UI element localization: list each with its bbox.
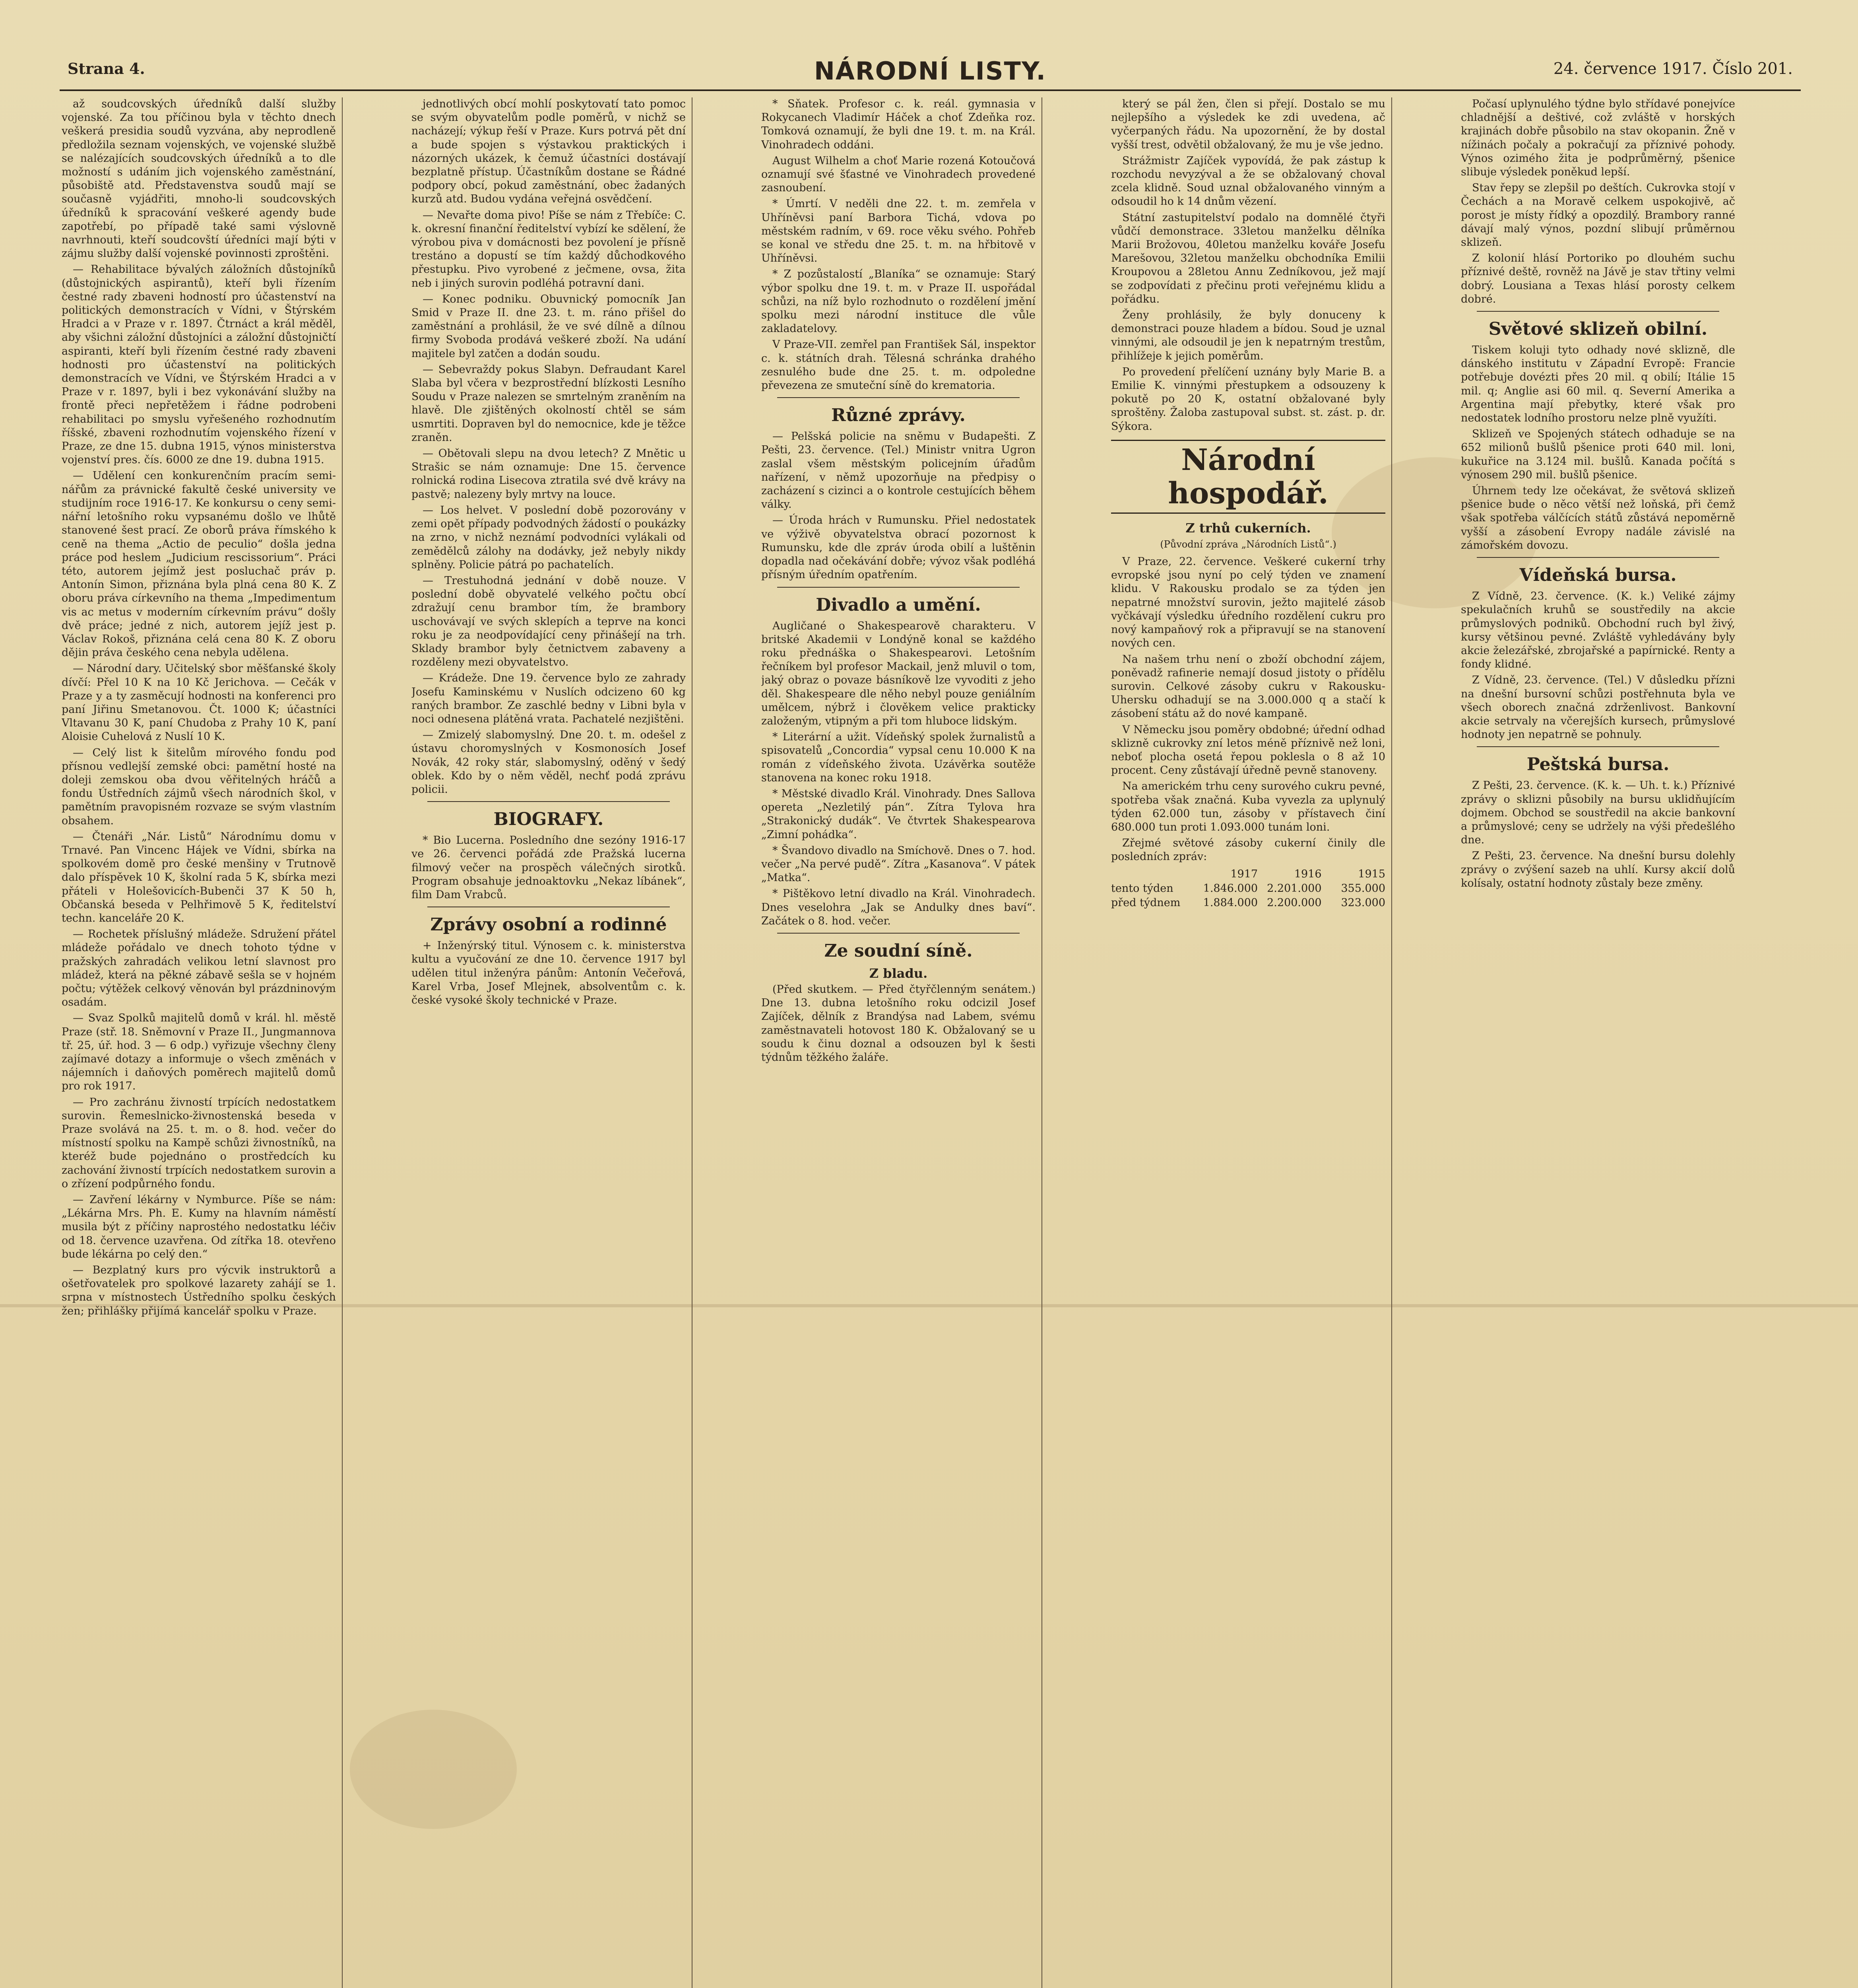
article-paragraph: — Pelšská policie na sněmu v Budapešti. Z Pešti, 23. července. (Tel.) Ministr vnitra Ugron zaslal všem městským policejním úřadům nařízení, v němž upozorňuje na předpisy o zacházení s cizinci a o kontrole cestujících během války. [761,430,1036,511]
article-paragraph: — Rochetek příslušný mládeže. Sdružení přátel mládeže pořádalo ve dnech tohoto týdne v pražských zahradách velikou letní slavnost pro mládež, která na pěkné zábavě sešla se v hojném počtu; výtěžek celkový věnován byl prázdninovým osadám. [62,928,336,1009]
text-column [761,97,1036,1988]
section-rule [777,587,1020,588]
section-heading: Zprávy osobní a rodinné [430,914,667,935]
text-column [62,97,336,1988]
article-paragraph: August Wilhelm a choť Marie rozená Kotoučová oznamují své šťastné ve Vinohradech provedené zasnoubení. [761,154,1036,194]
section-rule [777,397,1020,398]
article-paragraph: — Udělení cen konkurenčním pracím semi-nářům za právnické fakultě české university ve studijním roce 1916-17. Ke konkursu o ceny semi-nářní letošního roku vypsanému došlo ve lhůtě stanovené šest prací. Ze oborů práva římského k ceně na thema „Actio de peculio“ došla jedna práce pod heslem „Judicium rescissorium“. Práci této, autorem jejímž jest posluchač práv p. Antonín Simon, přiznána byla plná cena 80 K. Z oboru práva církevního na thema „Impedimentum vis ac metus v moderním církevním právu“ došly dvě práce; jedné z nich, autorem jejíž jest p. Václav Rokoš, přiznána celá cena 80 K. Z oboru dějin práva českého cena nebyla udělena. [62,470,336,659]
sugar-stats-table [1111,867,1385,910]
article-paragraph: — Konec podniku. Obuvnický pomocník Jan Smid v Praze II. dne 23. t. m. ráno přišel do zaměstnání a prohlásil, že ve své dílně a dílnou firmy Svoboda prodává veškeré zboží. Na udání majitele byl zatčen a dodán soudu. [411,293,686,360]
section-rule [1477,311,1719,312]
article-paragraph: Ženy prohlásily, že byly donuceny k demonstraci pouze hladem a bídou. Soud je uznal vinnými, ale odsoudil je jen k nepatrným trestům, přihlížeje k jejich poměrům. [1111,309,1385,362]
section-heading: Divadlo a umění. [816,594,981,615]
text-column [1461,97,1735,1988]
stats-row [1111,881,1385,896]
article-paragraph: — Los helvet. V poslední době pozorovány v zemi opět případy podvodných žádostí o poukázky na zrno, v nichž neznámí podvodníci vylákali od zemědělců zálohy na dodávky, jež nebyly nikdy splněny. Policie pátrá po pachatelích. [411,504,686,571]
article-paragraph: Augličané o Shakespearově charakteru. V britské Akademii v Londýně konal se každého roku přednáška o Shakespearovi. Letošním řečníkem byl profesor Mackail, jenž mluvil o tom, jaký obraz o povaze básníkově lze vyvoditi z jeho děl. Shakespeare dle něho nebyl pouze geniálním umělcem, nýbrž i člověkem velice prakticky založeným, vtipným a při tom hluboce lidským. [761,619,1036,727]
article-paragraph: — Nevařte doma pivo! Píše se nám z Třebíče: C. k. okresní finanční ředitelství vybízí ke sdělení, že výrobou piva v domácnosti bez povolení je přísně trestáno a dopustí se tím každý důchodkového přestupku. Pivo vyrobené z ječmene, ovsa, žita neb i jiných surovin podléhá potravní dani. [411,209,686,289]
article-paragraph: Z Vídně, 23. července. (K. k.) Veliké zájmy spekulačních kruhů se soustředily na akcie průmyslových podniků. Obchodní ruch byl živý, kursy většinou pevné. Zvláště vyhledávány byly akcie železářské, zbrojařské a papírnické. Renty a fondy klidné. [1461,590,1735,671]
article-paragraph: — Krádeže. Dne 19. července bylo ze zahrady Josefu Kaminskému v Nuslích odcizeno 60 kg raných brambor. Ze zaschlé bedny v Libni byla v noci odnesena plátěná vrata. Pachatelé nezjištěni. [411,672,686,725]
article-paragraph: * Literární a užit. Vídeňský spolek žurnalistů a spisovatelů „Concordia“ vypsal cenu 10.000 K na román z vídeňského života. Uzávěrka soutěže stanovena na konec roku 1918. [761,731,1036,784]
article-paragraph: — Čtenáři „Nár. Listů“ Národnímu domu v Trnavé. Pan Vincenc Hájek ve Vídni, sbírka na spolkovém domě pro české menšiny v Trutnově dalo příspěvek 10 K, školní rada 5 K, sbírka mezi přáteli v Holešovicích-Bubenči 37 K 50 h, Občanská beseda v Pelhřimově 5 K, ředitelství techn. kanceláře 20 K. [62,830,336,924]
article-paragraph: — Celý list k šitelům mírového fondu pod přísnou vedlejší zemské obci: pamětní hosté na doleji zemskou oba dvou věřitelných hráčů a fondu Ústředních zájmů všech národních škol, v pamětním pravopisném rozvaze se svým vlastním obsahem. [62,746,336,827]
section-rule [1477,746,1719,747]
header-rule [60,89,1801,91]
article-paragraph: * Sňatek. Profesor c. k. reál. gymnasia v Rokycanech Vladimír Háček a choť Zdeňka roz. Tomková oznamují, že byli dne 19. t. m. na Král. Vinohradech oddáni. [761,98,1036,151]
stats-cell: 2.200.000 [1267,896,1322,909]
column-rule [1391,97,1392,1988]
section-heading: Různé zprávy. [831,405,966,426]
article-paragraph: Z kolonií hlásí Portoriko po dlouhém suchu příznivé deště, rovněž na Jávě je stav třtiny velmi dobrý. Lousiana a Texas hlásí porosty celkem dobré. [1461,252,1735,305]
article-paragraph: Po provedení přelíčení uznány byly Marie B. a Emilie K. vinnými přestupkem a odsouzeny k pokutě po 20 K, ostatní obžalované byly sproštěny. Žaloba zastupoval subst. st. zást. p. dr. Sýkora. [1111,365,1385,433]
section-heading: Peštská bursa. [1526,754,1670,775]
source-note: (Původní zpráva „Národních Listů“.) [1160,538,1336,550]
article-paragraph: V Německu jsou poměry obdobné; úřední odhad sklizně cukrovky zní letos méně příznivě než loni, neboť plocha osetá řepou poklesla o 8 až 10 procent. Ceny zůstávají úředně pevně stanoveny. [1111,723,1385,777]
article-paragraph: — Obětovali slepu na dvou letech? Z Mnětic u Strašic se nám oznamuje: Dne 15. července rolnická rodina Lisecova ztratila své dvě krávy na pastvě; nalezeny byly mrtvy na louce. [411,447,686,501]
article-paragraph: Z Pešti, 23. července. Na dnešní bursu dolehly zprávy o zvýšení sazeb na uhlí. Kursy akcií dolů kolísaly, ostatní hodnoty zůstaly beze změny. [1461,850,1735,889]
section-heading: Vídeňská bursa. [1519,565,1677,586]
article-paragraph: — Pro zachránu živností trpících nedostatkem surovin. Řemeslnicko-živnostenská beseda v Praze svolává na 25. t. m. o 8. hod. večer do místností spolku na Kampě schůzi živnostníků, na kteréž bude pojednáno o prostředcích ku zachování živností trpících nedostatkem surovin a o zřízení podpůrného fondu. [62,1096,336,1190]
masthead: NÁRODNÍ LISTY. [814,56,1047,85]
section-rule [1477,557,1719,558]
article-paragraph: — Zmizelý slabomyslný. Dne 20. t. m. odešel z ústavu choromyslných v Kosmonosích Josef Novák, 42 roky stár, slabomyslný, oděný v šedý oblek. Kdo by o něm věděl, nechť podá zprávu policii. [411,729,686,796]
article-paragraph: — Sebevraždy pokus Slabyn. Defraudant Karel Slaba byl včera v bezprostřední blízkosti Lesního Soudu v Praze nalezen se smrtelným zraněním na hlavě. Dle zjištěných okolností chtěl se sám usmrtiti. Dopraven byl do nemocnice, kde je těžce zraněn. [411,363,686,444]
article-paragraph: Z Vídně, 23. července. (Tel.) V důsledku přízni na dnešní bursovní schůzi postřehnuta byla ve všech oborech značná zdrženlivost. Bankovní akcie setrvaly na včerejších kursech, průmyslové hodnoty jen nepatrně se pohnuly. [1461,674,1735,741]
article-paragraph: — Trestuhodná jednání v době nouze. V poslední době obyvatelé velkého počtu obcí zdražují cenu brambor tím, že brambory uschovávají ve svých sklepích a teprve na konci roku je za neodpovídající ceny přinášejí na trh. Sklady brambor byly četnictvem zabaveny a rozděleny mezi obyvatelstvo. [411,574,686,669]
article-paragraph: V Praze-VII. zemřel pan František Sál, inspektor c. k. státních drah. Tělesná schránka drahého zesnulého bude dne 25. t. m. odpoledne převezena ze smuteční síně do krematoria. [761,338,1036,392]
article-paragraph: Strážmistr Zajíček vypovídá, že pak zástup k rozchodu nevyzýval a že se obžalovaný choval zcela klidně. Soud uznal obžalovaného vinným a odsoudil ho k 14 dnům vězení. [1111,154,1385,208]
stats-cell: 323.000 [1341,896,1385,909]
article-paragraph: Zřejmé světové zásoby cukerní činily dle posledních zpráv: [1111,837,1385,863]
article-paragraph: * Úmrtí. V neděli dne 22. t. m. zemřela v Uhříněvsi paní Barbora Tichá, vdova po městském radním, v 69. roce věku svého. Pohřeb se konal ve středu dne 25. t. m. na hřbitově v Uhříněvsi. [761,198,1036,265]
article-paragraph: Z Pešti, 23. července. (K. k. — Uh. t. k.) Příznivé zprávy o sklizni působily na bursu uklidňujícím dojmem. Obchod se soustředil na akcie bankovní a průmyslové; ceny se udržely na výši předešlého dne. [1461,779,1735,846]
running-head [68,56,1793,87]
stats-row [1111,896,1385,910]
article-paragraph: * Bio Lucerna. Posledního dne sezóny 1916-17 ve 26. červenci pořádá zde Pražská lucerna filmový večer na prospěch válečných sirotků. Program obsahuje jednoaktovku „Nekaz líbánek“, film Dam Vrabců. [411,834,686,901]
section-heading: BIOGRAFY. [493,809,604,830]
section-banner: Národní hospodář. [1111,440,1385,514]
article-paragraph: (Před skutkem. — Před čtyřčlenným senátem.) Dne 13. dubna letošního roku odcizil Josef Zajíček, dělník z Brandýsa nad Labem, svému zaměstnavateli hotovost 180 K. Obžalovaný se u soudu k činu doznal a odsouzen byl k šesti týdnům těžkého žaláře. [761,983,1036,1064]
section-heading: Světové sklizeň obilní. [1488,319,1708,340]
page-number: Strana 4. [68,60,145,78]
issue-date: 24. července 1917. Číslo 201. [1553,60,1793,78]
article-paragraph: Na americkém trhu ceny surového cukru pevné, spotřeba však značná. Kuba vyvezla za uplynulý týden 62.000 tun, zásoby v přístavech činí 680.000 tun proti 1.093.000 tunám loni. [1111,780,1385,833]
article-paragraph: * Pištěkovo letní divadlo na Král. Vinohradech. Dnes veselohra „Jak se Andulky dnes baví“. Začátek o 8. hod. večer. [761,887,1036,927]
column-rule [1041,97,1042,1988]
stats-header-row [1111,867,1385,881]
article-paragraph: — Svaz Spolků majitelů domů v král. hl. městě Praze (stř. 18. Sněmovní v Praze II., Jungmannova tř. 25, úř. hod. 3 — 6 odp.) vyřizuje všechny členy zajímavé dotazy a informuje o všech změnách v nájemních i daňových poměrech majitelů domů pro rok 1917. [62,1012,336,1093]
stats-cell: 2.201.000 [1267,882,1322,895]
article-paragraph: — Zavření lékárny v Nymburce. Píše se nám: „Lékárna Mrs. Ph. E. Kumy na hlavním náměstí musila být z příčiny naprostého nedostatku léčiv od 18. července uzavřena. Od zítřka 18. otevřeno bude lékárna po celý den.“ [62,1194,336,1260]
article-paragraph: Počasí uplynulého týdne bylo střídavé ponejvíce chladnější a deštivé, což zvláště v horských krajinách dobře působilo na stav okopanin. Žně v nížinách počaly a pokračují za příznivé pohody. Výnos ozimého žita je podprůměrný, pšenice slibuje výsledek poněkud lepší. [1461,98,1735,179]
article-paragraph: Na našem trhu není o zboží obchodní zájem, poněvadž rafinerie nemají dosud jistoty o přídělu surovin. Celkové zásoby cukru v Rakousku-Uhersku odhadují se na 3.000.000 q a stačí k zásobení státu až do nové kampaně. [1111,653,1385,720]
article-paragraph: V Praze, 22. července. Veškeré cukerní trhy evropské jsou nyní po celý týden ve znamení klidu. V Rakousku prodalo se za týden jen nepatrné množství surovin, ježto majitelé zásob vyčkávají výsledku úředního rozdělení cukru pro nový kampaňový rok a připravují se na stanovení nových cen. [1111,555,1385,650]
section-rule [427,801,670,802]
article-paragraph: + Inženýrský titul. Výnosem c. k. ministerstva kultu a vyučování ze dne 10. července 1917 byl udělen titul inženýra pánům: Antonín Večeřová, Karel Vrba, Josef Mlejnek, absolventům c. k. české vysoké školy technické v Praze. [411,940,686,1006]
stats-cell: tento týden [1111,882,1173,895]
article-paragraph: Sklizeň ve Spojených státech odhaduje se na 652 milionů bušlů pšenice proti 640 mil. loni, kukuřice na 3.124 mil. bušlů. Kanada počítá s výnosem 290 mil. bušlů pšenice. [1461,428,1735,481]
stats-cell: 1.846.000 [1203,882,1258,895]
article-paragraph: až soudcovských úředníků další služby vojenské. Za tou příčinou byla v těchto dnech veškerá presidia soudů vyzvána, aby neprodleně předložila seznam vojenských, ve vojenské službě se nalézajících soudcovských úředníků a to dle možností s udáním jich vojenského zaměstnání, působiště atd. Představenstva soudů mají se současně vyjádřiti, mnoho-li soudcovských úředníků k spracování veškeré agendy bude zapotřebí, po případě také sami výslovně navrhnouti, kteří soudcovští úředníci mají býti v zájmu služby další vojenské povinnosti zproštěni. [62,98,336,260]
article-paragraph: Tiskem koluji tyto odhady nové sklizně, dle dánského institutu v Západní Evropě: Francie potřebuje dovézti přes 20 mil. q obilí; Itálie 15 mil. q; Anglie asi 60 mil. q. Severní Amerika a Argentina mají přebytky, které však pro nedostatek lodního prostoru nelze plně využíti. [1461,344,1735,425]
article-paragraph: — Rehabilitace bývalých záložních důstojníků (důstojnických aspirantů), kteří byli řízením čestné rady zbaveni hodností pro účastenství na politických demonstracích v Vídni, v Štýrském Hradci a v Praze v r. 1897. Čtrnáct a král měděl, aby všichni záložní důstojníci a záložní důstojničtí aspiranti, kteří byli řízením čestné rady zbaveni hodnosti pro účastenství na politických demonstracích ve Vídni, ve Štýrském Hradci a v Praze v r. 1897, byli i bez vykonávání služby na frontě přeci nepřetěžem i řádne podrobeni rehabilitaci po smyslu vyřešeného rozhodnutím říšské, zbaveni rozhodnutím vojenského řízení v Praze, ze dne 15. dubna 1915, výnos ministerstva vojenství pres. čís. 6000 ze dne 19. dubna 1915. [62,263,336,466]
article-paragraph: Úhrnem tedy lze očekávat, že světová sklizeň pšenice bude o něco větší než loňská, při čemž však spotřeba válčících států zůstává nepoměrně vyšší a zásobení Evropy nadále závislé na zámořském dovozu. [1461,485,1735,551]
stats-header-cell: 1917 [1230,868,1258,880]
section-heading: Ze soudní síně. [824,940,973,961]
column-rule [342,97,343,1988]
stats-cell: před týdnem [1111,896,1181,909]
stats-cell: 1.884.000 [1203,896,1258,909]
article-paragraph: — Bezplatný kurs pro výcvik instruktorů a ošetřovatelek pro spolkové lazarety zahájí se 1. srpna v místnostech Ústředního spolku českých žen; přihlášky přijímá kancelář spolku v Praze. [62,1264,336,1317]
article-paragraph: * Městské divadlo Král. Vinohrady. Dnes Sallova opereta „Nezletilý pán“. Zítra Tylova hra „Strakonický dudák“. Ve čtvrtek Shakespearova „Zimní pohádka“. [761,787,1036,841]
subheading: Z bladu. [869,965,928,981]
article-paragraph: Stav řepy se zlepšil po deštích. Cukrovka stojí v Čechách a na Moravě celkem uspokojivě, ač porost je místy řídký a opozdilý. Brambory ranné dávají malý výnos, pozdní slibují průměrnou sklizeň. [1461,182,1735,249]
article-paragraph: * Švandovo divadlo na Smíchově. Dnes o 7. hod. večer „Na pervé pudě“. Zítra „Kasanova“. V pátek „Matka“. [761,844,1036,884]
text-column [411,97,686,1988]
stats-header-cell: 1915 [1358,868,1385,880]
stats-cell: 355.000 [1341,882,1385,895]
page-fold [0,1304,1858,1307]
article-paragraph: Státní zastupitelství podalo na domnělé čtyři vůdčí demonstrace. 33letou manželku dělníka Marii Brožovou, 40letou manželku kováře Josefu Marešovou, 32letou manželku obchodníka Emilii Kroupovou a 28letou Annu Zedníkovou, jež mají se zodpovídati z přečinu proti veřejnému klidu a pořádku. [1111,211,1385,305]
stats-header-cell [1111,867,1194,881]
subheading: Z trhů cukerních. [1185,520,1311,536]
text-column [1111,97,1385,1988]
article-paragraph: jednotlivých obcí mohlí poskytovatí tato pomoc se svým obyvatelům podle poměrů, v nichž se nacházejí; výkup řeší v Praze. Kurs potrvá pět dní a bude spojen s výstavkou praktických i názorných ukázek, k čemuž účastníci dostávají bezplatně přístup. Účastníkům dostane se Řádné podpory obcí, pokud zaměstnání, obec žadaných kurzů atd. Budou vydána veřejná osvědčení. [411,98,686,206]
section-rule [777,933,1020,934]
stats-header-cell: 1916 [1294,868,1322,880]
article-paragraph: který se pál žen, člen si přejí. Dostalo se mu nejlepšího a výsledek ke zdi uvedena, ač vyčerpaných řádu. Na upozornění, že by dostal vyšší trest, odvětil obžalovaný, že mu je vše jedno. [1111,98,1385,151]
article-paragraph: — Úroda hrách v Rumunsku. Přiel nedostatek ve výživě obyvatelstva obrací pozornost k Rumunsku, kde dle zpráv úroda obilí a luštěnin dopadla nad očekávání dobře; vývoz však podléhá přísným úředním opatřením. [761,514,1036,581]
article-paragraph: * Z pozůstalostí „Blaníka“ se oznamuje: Starý výbor spolku dne 19. t. m. v Praze II. uspořádal schůzi, na níž bylo rozhodnuto o rozdělení jmění spolku mezi národní instituce dle vůle zakladatelovy. [761,268,1036,335]
article-paragraph: — Národní dary. Učitelský sbor měšťanské školy dívčí: Přel 10 K na 10 Kč Jerichova. — Cečák v Praze y a ty zasměcují hodnosti na konferenci pro paní Jiřinu Smetanovou. Čt. 1000 K; účastníci Vltavanu 30 K, paní Chudoba z Prahy 10 K, paní Aloisie Cuhelová z Nuslí 10 K. [62,662,336,743]
